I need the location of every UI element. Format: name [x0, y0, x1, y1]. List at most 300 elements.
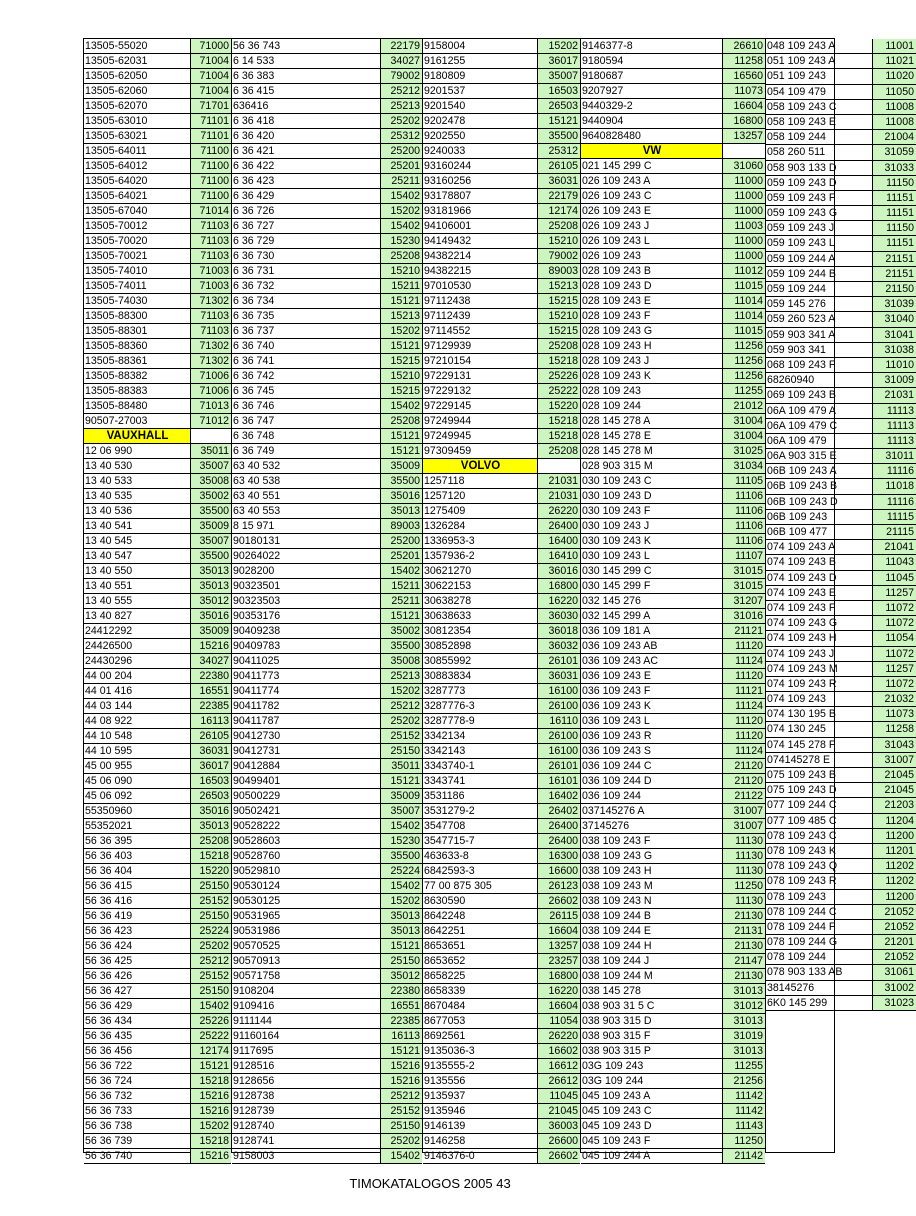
timo-number: 11106 — [723, 534, 765, 548]
table-row — [581, 384, 765, 399]
table-row — [232, 519, 422, 534]
part-number: 038 109 243 N — [581, 894, 723, 908]
part-number: 56 36 429 — [84, 999, 191, 1013]
table-row — [84, 609, 231, 624]
part-number: 021 145 299 C — [581, 159, 723, 173]
part-number: 63 40 532 — [232, 459, 381, 473]
timo-number: 71101 — [191, 114, 231, 128]
timo-number: 11255 — [723, 384, 765, 398]
timo-number: 21031 — [873, 388, 916, 402]
timo-number: 11054 — [538, 1014, 580, 1028]
timo-number: 16100 — [538, 684, 580, 698]
table-row — [423, 369, 580, 384]
timo-number: 26600 — [538, 1134, 580, 1148]
timo-number: 16602 — [538, 1044, 580, 1058]
table-row — [84, 54, 231, 69]
timo-number: 31016 — [723, 609, 765, 623]
timo-number: 22385 — [191, 699, 231, 713]
table-row — [423, 684, 580, 699]
timo-number: 71103 — [191, 324, 231, 338]
part-number: 30812354 — [423, 624, 538, 638]
timo-number: 15402 — [381, 399, 422, 413]
table-row — [581, 999, 765, 1014]
table-row — [581, 729, 765, 744]
part-number: 9158003 — [232, 1149, 381, 1163]
part-number: 045 109 243 D — [581, 1119, 723, 1133]
timo-number: 11008 — [873, 115, 916, 129]
table-row — [423, 69, 580, 84]
timo-number: 25208 — [191, 834, 231, 848]
part-number: 13 40 550 — [84, 564, 191, 578]
timo-number: 15202 — [381, 894, 422, 908]
timo-number: 11116 — [873, 495, 916, 509]
timo-number: 26602 — [538, 894, 580, 908]
brand-header: VW — [581, 144, 723, 158]
table-row — [581, 159, 765, 174]
timo-number: 15402 — [381, 219, 422, 233]
part-number: 8653652 — [423, 954, 538, 968]
table-row — [581, 114, 765, 129]
part-number: 56 36 427 — [84, 984, 191, 998]
timo-number: 25222 — [191, 1029, 231, 1043]
part-number: 032 145 299 A — [581, 609, 723, 623]
table-row — [232, 1134, 422, 1149]
timo-number: 11021 — [873, 54, 916, 68]
timo-number: 11151 — [873, 236, 916, 250]
table-row — [232, 819, 422, 834]
part-number: 06A 903 315 E — [766, 449, 873, 463]
timo-number: 15121 — [381, 294, 422, 308]
table-row — [766, 890, 916, 905]
part-number: 13505-88300 — [84, 309, 191, 323]
timo-number: 34027 — [191, 654, 231, 668]
table-row — [84, 414, 231, 429]
part-number: 8 15 971 — [232, 519, 381, 533]
table-row — [232, 714, 422, 729]
part-number: 036 109 243 AB — [581, 639, 723, 653]
part-number: 074 109 243 E — [766, 586, 873, 600]
part-number: 13 40 555 — [84, 594, 191, 608]
table-row — [84, 204, 231, 219]
table-row — [84, 294, 231, 309]
part-number: 074 109 243 A — [766, 540, 873, 554]
table-row — [232, 189, 422, 204]
part-number: 6 36 732 — [232, 279, 381, 293]
timo-number: 16800 — [538, 969, 580, 983]
table-row — [84, 804, 231, 819]
part-number: 56 36 743 — [232, 39, 381, 53]
table-row — [581, 759, 765, 774]
timo-number: 11120 — [723, 639, 765, 653]
part-number: 90412731 — [232, 744, 381, 758]
table-row — [84, 219, 231, 234]
table-row — [766, 449, 916, 464]
part-number: 036 109 243 AC — [581, 654, 723, 668]
part-number: 90499401 — [232, 774, 381, 788]
timo-number: 11151 — [873, 191, 916, 205]
timo-number: 21045 — [873, 783, 916, 797]
timo-number: 35009 — [191, 624, 231, 638]
part-number: 078 109 243 C — [766, 829, 873, 843]
table-row — [84, 114, 231, 129]
table-row — [232, 69, 422, 84]
timo-number: 21203 — [873, 798, 916, 812]
timo-number: 25211 — [381, 174, 422, 188]
timo-number: 31013 — [723, 1014, 765, 1028]
part-number: 036 109 181 A — [581, 624, 723, 638]
part-number: 038 109 243 F — [581, 834, 723, 848]
timo-number: 35007 — [191, 459, 231, 473]
table-row — [232, 39, 422, 54]
table-row — [423, 1044, 580, 1059]
part-number: 90528222 — [232, 819, 381, 833]
timo-number: 22385 — [381, 1014, 422, 1028]
table-row — [766, 540, 916, 555]
table-row — [232, 999, 422, 1014]
timo-number: 25150 — [191, 984, 231, 998]
timo-number: 25201 — [381, 549, 422, 563]
part-number: 13 40 827 — [84, 609, 191, 623]
table-row — [84, 969, 231, 984]
part-number: 9158004 — [423, 39, 538, 53]
table-row — [581, 744, 765, 759]
part-number: 6 36 742 — [232, 369, 381, 383]
timo-number: 25226 — [191, 1014, 231, 1028]
timo-number: 35007 — [191, 534, 231, 548]
part-number: 90323501 — [232, 579, 381, 593]
table-row — [423, 234, 580, 249]
table-row — [232, 549, 422, 564]
timo-number: 35008 — [191, 474, 231, 488]
timo-number: 25200 — [381, 534, 422, 548]
part-number: 90412884 — [232, 759, 381, 773]
part-number: 038 109 244 B — [581, 909, 723, 923]
timo-number: 11113 — [873, 419, 916, 433]
timo-number: 11043 — [873, 555, 916, 569]
timo-number: 25150 — [381, 954, 422, 968]
timo-number: 21256 — [723, 1074, 765, 1088]
timo-number: 35500 — [381, 849, 422, 863]
timo-number: 21120 — [723, 759, 765, 773]
part-number: 078 109 244 — [766, 950, 873, 964]
table-row — [766, 191, 916, 206]
table-row — [232, 1104, 422, 1119]
timo-number: 21130 — [723, 909, 765, 923]
part-number: 6 36 726 — [232, 204, 381, 218]
table-row — [766, 707, 916, 722]
part-number: 56 36 435 — [84, 1029, 191, 1043]
table-row — [766, 236, 916, 251]
table-row — [232, 534, 422, 549]
table-row — [423, 39, 580, 54]
timo-number: 31019 — [723, 1029, 765, 1043]
timo-number: 21031 — [538, 489, 580, 503]
part-number: 036 109 243 S — [581, 744, 723, 758]
timo-number: 11054 — [873, 631, 916, 645]
part-number: 1336953-3 — [423, 534, 538, 548]
table-row — [84, 579, 231, 594]
timo-number: 26101 — [538, 759, 580, 773]
timo-number: 11200 — [873, 829, 916, 843]
table-row — [766, 692, 916, 707]
timo-number: 31207 — [723, 594, 765, 608]
timo-number: 21130 — [723, 969, 765, 983]
part-number: 45 00 955 — [84, 759, 191, 773]
timo-number: 15210 — [381, 264, 422, 278]
table-row — [581, 804, 765, 819]
part-number: 03G 109 243 — [581, 1059, 723, 1073]
part-number: 13505-88382 — [84, 369, 191, 383]
part-number: 13 40 530 — [84, 459, 191, 473]
timo-number: 71302 — [191, 354, 231, 368]
table-row — [581, 219, 765, 234]
timo-number: 31004 — [723, 429, 765, 443]
timo-number: 25211 — [381, 594, 422, 608]
table-row — [581, 909, 765, 924]
part-number: 078 903 133 AB — [766, 965, 873, 979]
part-number: 68260940 — [766, 373, 873, 387]
timo-number: 25208 — [538, 339, 580, 353]
table-row — [84, 939, 231, 954]
timo-number: 71100 — [191, 174, 231, 188]
part-number: 026 109 243 L — [581, 234, 723, 248]
table-row — [766, 54, 916, 69]
part-number: 97249945 — [423, 429, 538, 443]
timo-number: 35009 — [191, 519, 231, 533]
table-row — [423, 144, 580, 159]
timo-number: 35016 — [381, 489, 422, 503]
part-number: 90411787 — [232, 714, 381, 728]
table-row — [766, 616, 916, 631]
timo-number: 89003 — [538, 264, 580, 278]
part-number: 078 109 244 G — [766, 935, 873, 949]
timo-number: 15218 — [191, 849, 231, 863]
table-row — [581, 309, 765, 324]
timo-number: 35002 — [381, 624, 422, 638]
part-number: 3342143 — [423, 744, 538, 758]
part-number: 036 109 244 D — [581, 774, 723, 788]
table-row — [423, 129, 580, 144]
table-row — [232, 849, 422, 864]
timo-number: 71100 — [191, 144, 231, 158]
table-row — [232, 639, 422, 654]
table-row — [84, 564, 231, 579]
table-row — [84, 534, 231, 549]
table-row — [232, 879, 422, 894]
part-number: 028 109 243 E — [581, 294, 723, 308]
timo-number: 31011 — [873, 449, 916, 463]
table-row — [423, 204, 580, 219]
timo-number: 31007 — [873, 753, 916, 767]
table-row — [423, 549, 580, 564]
part-number: 026 109 243 J — [581, 219, 723, 233]
table-row — [766, 495, 916, 510]
table-row — [766, 464, 916, 479]
table-row — [423, 1014, 580, 1029]
part-number: 036 109 243 F — [581, 684, 723, 698]
table-row — [581, 819, 765, 834]
table-row — [84, 39, 231, 54]
timo-number: 22179 — [381, 39, 422, 53]
part-number: 63 40 538 — [232, 474, 381, 488]
part-number: 06B 109 477 — [766, 525, 873, 539]
table-row — [84, 759, 231, 774]
part-number: 44 10 548 — [84, 729, 191, 743]
table-row — [581, 324, 765, 339]
timo-number: 71000 — [191, 39, 231, 53]
table-row — [232, 894, 422, 909]
timo-number: 16410 — [538, 549, 580, 563]
table-row — [581, 534, 765, 549]
table-row — [84, 1104, 231, 1119]
table-row — [232, 609, 422, 624]
table-row — [84, 864, 231, 879]
timo-number: 71003 — [191, 264, 231, 278]
part-number: 038 903 315 P — [581, 1044, 723, 1058]
table-row — [766, 874, 916, 889]
table-row — [232, 249, 422, 264]
part-number: 56 36 403 — [84, 849, 191, 863]
timo-number: 26101 — [538, 654, 580, 668]
timo-number: 15402 — [381, 879, 422, 893]
table-row — [581, 1119, 765, 1134]
timo-number: 13257 — [538, 939, 580, 953]
part-number: 56 36 456 — [84, 1044, 191, 1058]
table-row — [232, 789, 422, 804]
timo-number: 16503 — [191, 774, 231, 788]
timo-number: 31023 — [873, 996, 916, 1010]
table-row — [423, 294, 580, 309]
table-row — [84, 1044, 231, 1059]
timo-number: 15202 — [191, 1119, 231, 1133]
table-row — [423, 309, 580, 324]
timo-number: 31060 — [723, 159, 765, 173]
part-number: 3531279-2 — [423, 804, 538, 818]
timo-number: 15216 — [191, 1149, 231, 1163]
table-row — [84, 99, 231, 114]
timo-number: 26100 — [538, 699, 580, 713]
table-row — [766, 404, 916, 419]
timo-number: 11014 — [723, 309, 765, 323]
table-row — [423, 414, 580, 429]
table-row — [423, 219, 580, 234]
part-number: 97229132 — [423, 384, 538, 398]
part-number: 028 109 243 H — [581, 339, 723, 353]
timo-number: 26400 — [538, 519, 580, 533]
table-row — [581, 174, 765, 189]
timo-number: 25212 — [381, 1089, 422, 1103]
part-number: 026 109 243 — [581, 249, 723, 263]
part-number: 90530125 — [232, 894, 381, 908]
timo-number: 21052 — [873, 920, 916, 934]
timo-number: 15216 — [191, 1089, 231, 1103]
timo-number: 16604 — [538, 999, 580, 1013]
table-row — [423, 744, 580, 759]
table-row — [84, 999, 231, 1014]
part-number: 94382214 — [423, 249, 538, 263]
table-row — [84, 594, 231, 609]
table-row — [84, 354, 231, 369]
part-number: 24430296 — [84, 654, 191, 668]
part-number: 37145276 — [581, 819, 723, 833]
part-number: 059 260 523 A — [766, 312, 873, 326]
table-row — [84, 774, 231, 789]
part-number: 9640828480 — [581, 129, 723, 143]
table-row — [423, 384, 580, 399]
timo-number: 11020 — [873, 69, 916, 83]
table-row — [581, 714, 765, 729]
table-row — [423, 939, 580, 954]
part-number: 074 109 243 R — [766, 677, 873, 691]
table-row — [84, 984, 231, 999]
timo-number: 31009 — [873, 373, 916, 387]
timo-number: 11120 — [723, 714, 765, 728]
table-row — [232, 924, 422, 939]
timo-number: 15121 — [381, 339, 422, 353]
part-number: 55352021 — [84, 819, 191, 833]
part-number: 30622153 — [423, 579, 538, 593]
table-row — [766, 571, 916, 586]
part-number: 036 109 244 C — [581, 759, 723, 773]
table-row — [423, 519, 580, 534]
table-row — [581, 564, 765, 579]
timo-number: 25212 — [381, 699, 422, 713]
part-number: 026 109 243 A — [581, 174, 723, 188]
table-row — [766, 434, 916, 449]
part-number: 56 36 733 — [84, 1104, 191, 1118]
timo-number: 35012 — [381, 969, 422, 983]
table-row — [84, 924, 231, 939]
table-row — [766, 176, 916, 191]
timo-number: 11130 — [723, 864, 765, 878]
part-number: 97112439 — [423, 309, 538, 323]
timo-number: 15216 — [191, 1104, 231, 1118]
part-number: 97309459 — [423, 444, 538, 458]
timo-number: 21012 — [723, 399, 765, 413]
part-number: 6 36 745 — [232, 384, 381, 398]
part-number: 56 36 740 — [84, 1149, 191, 1163]
timo-number: 21131 — [723, 924, 765, 938]
timo-number: 21122 — [723, 789, 765, 803]
timo-number: 15216 — [381, 1059, 422, 1073]
part-number: 6 36 727 — [232, 219, 381, 233]
part-number: 6 36 423 — [232, 174, 381, 188]
part-number: 13 40 541 — [84, 519, 191, 533]
part-number: 30621270 — [423, 564, 538, 578]
timo-number: 21032 — [873, 692, 916, 706]
part-number: 8658339 — [423, 984, 538, 998]
part-number: 90507-27003 — [84, 414, 191, 428]
timo-number: 31004 — [723, 414, 765, 428]
part-number: 3547715-7 — [423, 834, 538, 848]
table-row — [581, 354, 765, 369]
timo-number: 25150 — [381, 1119, 422, 1133]
part-number: 1257118 — [423, 474, 538, 488]
timo-number: 26115 — [538, 909, 580, 923]
table-row — [232, 369, 422, 384]
table-row — [84, 459, 231, 474]
timo-number: 26123 — [538, 879, 580, 893]
table-row — [766, 479, 916, 494]
table-row — [423, 489, 580, 504]
timo-number: 22380 — [381, 984, 422, 998]
empty-cell — [538, 459, 580, 473]
table-row — [581, 1014, 765, 1029]
table-row — [232, 1059, 422, 1074]
table-row — [423, 429, 580, 444]
table-row — [232, 474, 422, 489]
table-row — [581, 894, 765, 909]
